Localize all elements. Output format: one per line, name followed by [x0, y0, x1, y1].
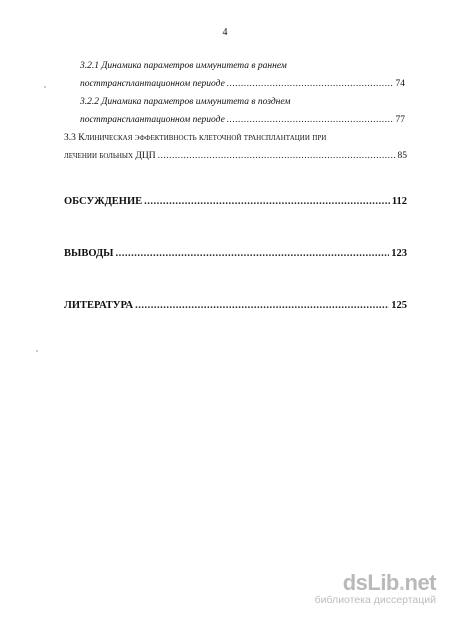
toc-entry-literature [64, 300, 407, 312]
toc-page-number: 112 [391, 196, 407, 207]
toc-entry-3-2-2-title: 3.2.2 Динамика параметров иммунитета в позднем [80, 97, 291, 107]
leader-dots [116, 248, 390, 260]
scan-speck [44, 86, 46, 88]
toc-entry-3-2-1 [80, 78, 405, 90]
leader-dots [227, 114, 394, 126]
toc-entry-label: ОБСУЖДЕНИЕ [64, 196, 143, 207]
toc-entry-conclusions [64, 248, 407, 260]
leader-dots [227, 78, 394, 90]
leader-dots [158, 150, 396, 162]
toc-entry-3-2-1-title: 3.2.1 Динамика параметров иммунитета в раннем [80, 61, 287, 71]
dslib-watermark [315, 572, 436, 607]
toc-entry-3-2-2 [80, 114, 405, 126]
toc-entry-label: посттрансплантационном периоде [80, 115, 225, 125]
toc-entry-label: ЛИТЕРАТУРА [64, 300, 134, 311]
toc-page-number: 125 [391, 300, 407, 311]
toc-entry-3-3 [64, 150, 407, 162]
watermark-logo: dsLib.net [342, 570, 436, 595]
scan-speck [36, 350, 38, 352]
toc-page-number: 77 [395, 115, 405, 125]
toc-entry-3-3-title: 3.3 Клиническая эффективность клеточной трансплантации при [64, 133, 327, 143]
toc-page-number: 85 [397, 151, 407, 161]
page-number: 4 [222, 27, 228, 38]
toc-entry-label: лечении больных ДЦП [64, 151, 156, 161]
toc-entry-label: посттрансплантационном периоде [80, 79, 225, 89]
toc-entry-discussion [64, 196, 407, 208]
watermark-subtitle: библиотека диссертаций [314, 594, 436, 606]
toc-page-number: 123 [391, 248, 407, 259]
leader-dots [135, 300, 389, 312]
toc-entry-label: ВЫВОДЫ [64, 248, 114, 259]
toc-page-number: 74 [395, 79, 405, 89]
leader-dots [144, 196, 390, 208]
